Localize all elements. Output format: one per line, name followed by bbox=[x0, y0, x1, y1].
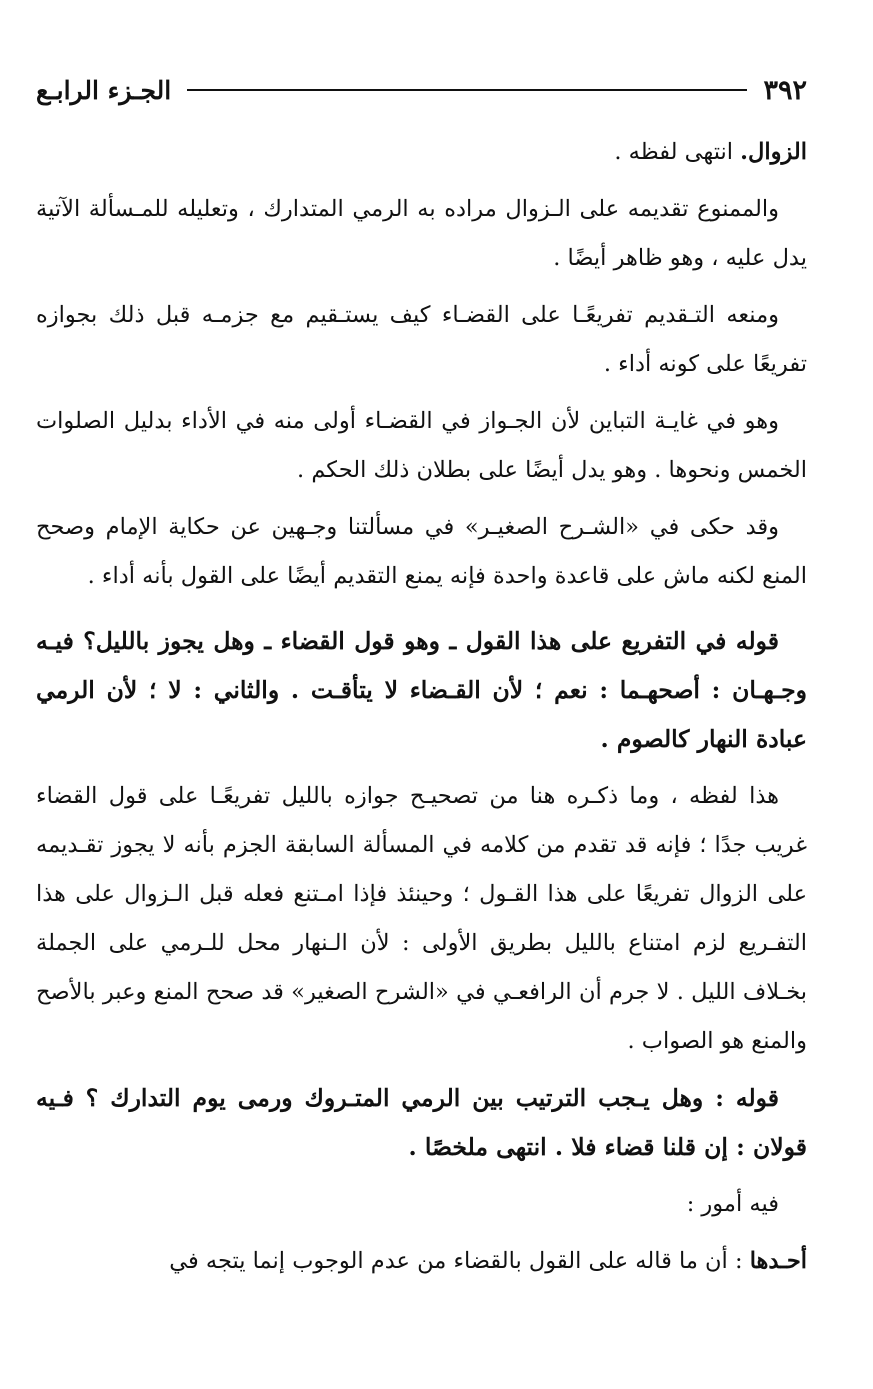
paragraph-1 bbox=[36, 128, 807, 177]
paragraph-10-lead: أحـدها bbox=[749, 1248, 807, 1274]
paragraph-3: ومنعه التـقديم تفريعًـا على القضـاء كيف يستـقيم مع جزمـه قبل ذلك بجوازه تفريعًا على كونه أداء . bbox=[36, 302, 807, 377]
page-body bbox=[36, 128, 807, 1294]
header-rule bbox=[187, 89, 747, 91]
page-number: ٣٩٢ bbox=[763, 74, 807, 106]
quoted-passage-2: قوله : وهل يـجب الترتيب بين الرمي المتـروك ورمى يوم التدارك ؟ فـيه قولان : إن قلنا قضاء فلا . انتهى ملخصًا . bbox=[36, 1084, 807, 1161]
page-header bbox=[36, 68, 807, 112]
paragraph-10-text: : أن ما قاله على القول بالقضاء من عدم الوجوب إنما يتجه في bbox=[169, 1248, 750, 1274]
paragraph-9: فيه أمور : bbox=[686, 1191, 779, 1217]
paragraph-2: والممنوع تقديمه على الـزوال مراده به الرمي المتدارك ، وتعليله للمـسألة الآتية يدل عليه ، وهو ظاهر أيضًا . bbox=[36, 196, 807, 271]
quoted-passage-1: قوله في التفريع على هذا القول ـ وهو قول القضاء ـ وهل يجوز بالليل؟ فيـه وجـهـان : أصحهـما : نعم ؛ لأن القـضاء لا يتأقـت . والثاني : لا ؛ لأن الرمي عبادة النهار كالصوم . bbox=[36, 627, 807, 753]
paragraph-1-lead: الزوال. bbox=[740, 139, 807, 165]
paragraph-5: وقد حكى في «الشـرح الصغيـر» في مسألتنا وجـهين عن حكاية الإمام وصحح المنع لكنه ماش على قاعدة واحدة فإنه يمنع التقديم أيضًا على القول بأنه أداء . bbox=[36, 514, 807, 589]
paragraph-10 bbox=[36, 1237, 807, 1286]
paragraph-1-text: انتهى لفظه . bbox=[614, 139, 741, 165]
running-title: الجـزء الرابـع bbox=[36, 75, 172, 105]
paragraph-7: هذا لفظه ، وما ذكـره هنا من تصحيـح جوازه بالليل تفريعًـا على قول القضاء غريب جدًا ؛ فإنه قد تقدم من كلامه في المسألة السابقة الجزم بأنه لا يجوز تقـديمه على الزوال تفريعًا على هذا القـول ؛ وحينئذ فإذا امـتنع فعله قبل الـزوال على هذا التفـريع لزم امتناع بالليل بطريق الأولى : لأن الـنهار محل للـرمي على الجملة بخـلاف الليل . لا جرم أن الرافعـي في «الشرح الصغير» قد صحح المنع وعبر بالأصح والمنع هو الصواب . bbox=[36, 783, 807, 1054]
paragraph-4: وهو في غايـة التباين لأن الجـواز في القضـاء أولى منه في الأداء بدليل الصلوات الخمس ونحوها . وهو يدل أيضًا على بطلان ذلك الحكم . bbox=[36, 408, 807, 483]
